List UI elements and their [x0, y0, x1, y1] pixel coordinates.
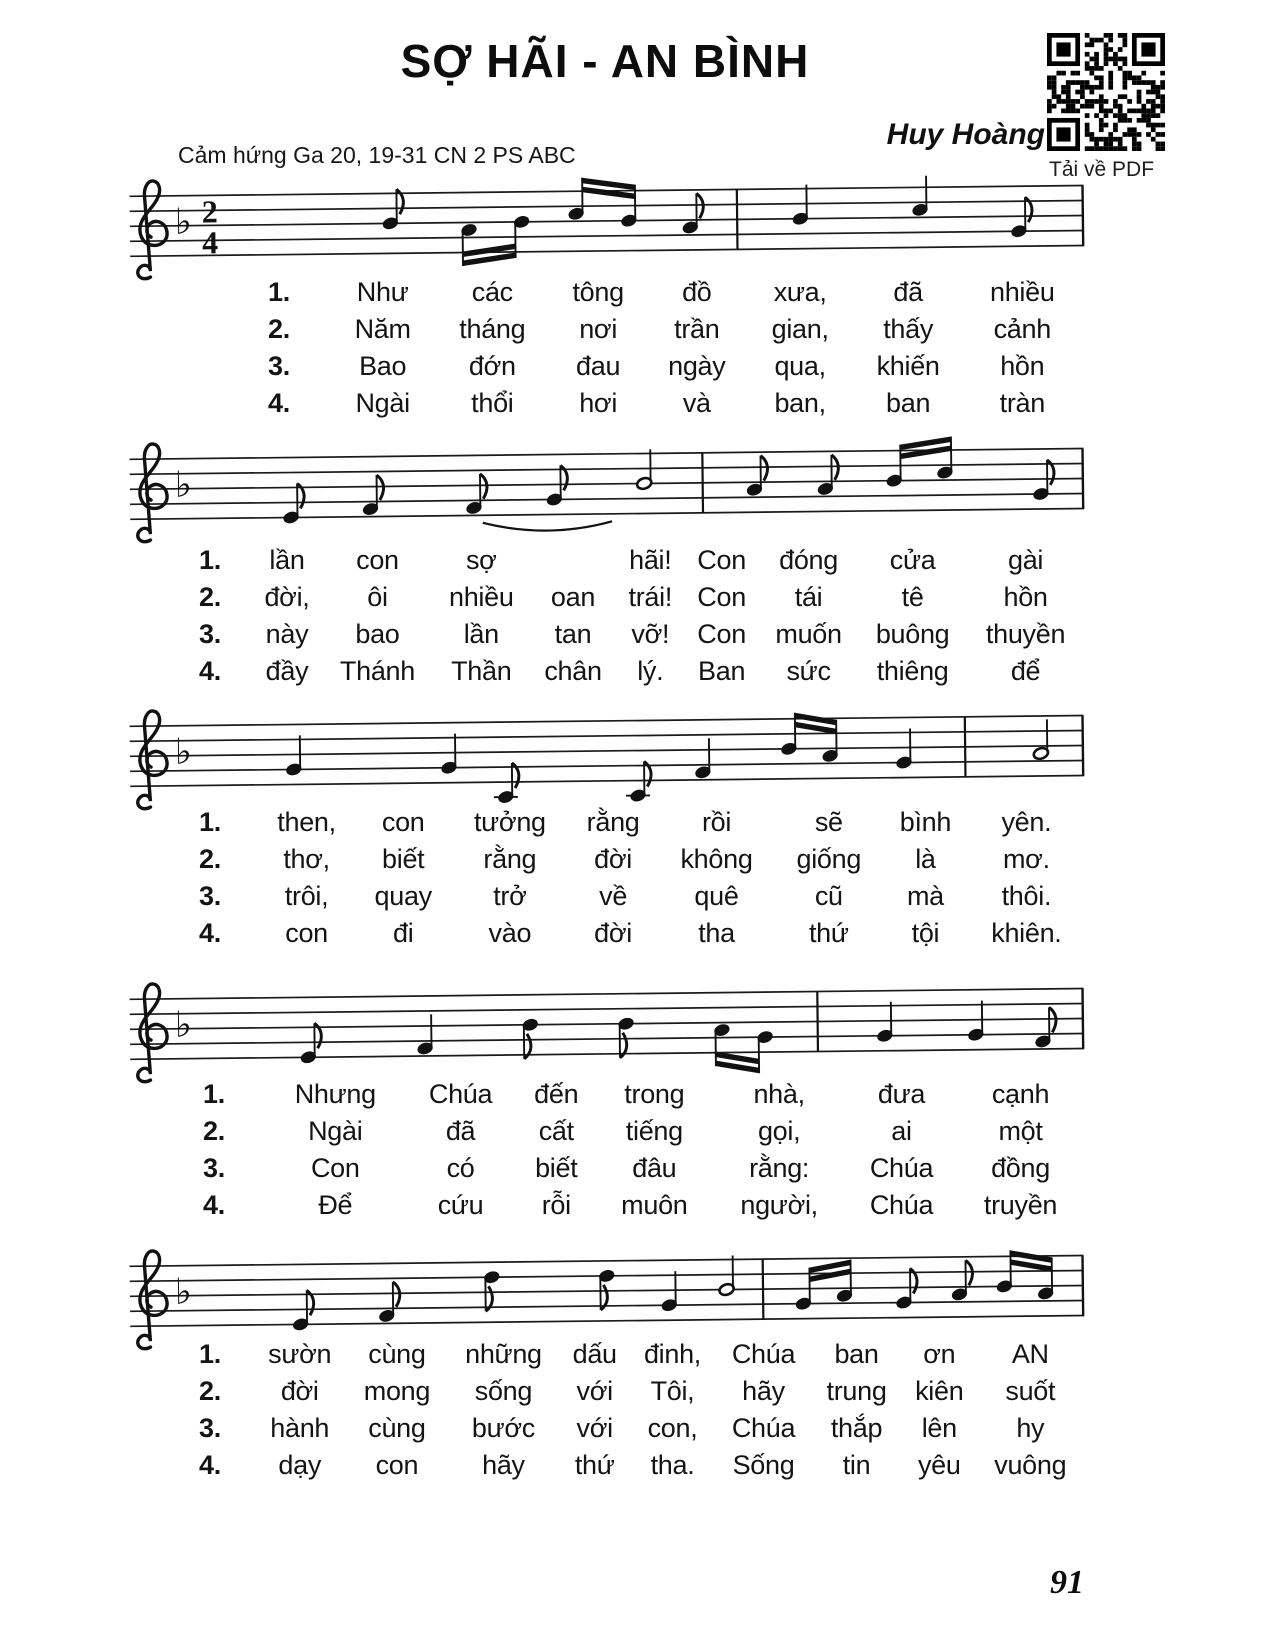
- lyric-word: thổi: [471, 388, 514, 418]
- lyric-word: giống: [796, 844, 862, 874]
- lyric-word: những: [465, 1339, 542, 1369]
- verse-number: 4.: [199, 918, 221, 948]
- lyric-word: thuyền: [985, 619, 1066, 649]
- page-number: 91: [1050, 1564, 1084, 1601]
- lyric-word: tội: [911, 918, 940, 948]
- lyric-word: Sống: [732, 1450, 795, 1480]
- lyric-word: có: [446, 1153, 475, 1183]
- lyric-word: rằng: [483, 844, 537, 874]
- lyric-word: tông: [572, 277, 624, 307]
- lyric-word: quay: [374, 881, 432, 911]
- lyric-word: đớn: [468, 351, 516, 381]
- lyric-word: vào: [488, 918, 532, 948]
- verse-row: [200, 1187, 1084, 1224]
- time-signature-top: 2: [201, 193, 218, 230]
- lyric-word: lý.: [637, 656, 664, 686]
- lyric-word: với: [576, 1376, 613, 1406]
- lyric-word: hồn: [1000, 351, 1045, 381]
- lyric-word: vuông: [994, 1450, 1067, 1480]
- verse-number: 4.: [199, 1450, 221, 1480]
- verse-number: 1.: [199, 545, 221, 575]
- verse-row: [265, 311, 1080, 348]
- lyric-word: Ban: [698, 656, 746, 686]
- verse-number: 1.: [268, 277, 290, 307]
- lyric-word: muốn: [775, 619, 842, 649]
- lyric-word: đời: [280, 1376, 319, 1406]
- lyric-word: hồn: [1003, 582, 1048, 612]
- verse-row: [196, 1373, 1084, 1410]
- verse-number: 2.: [199, 1376, 221, 1406]
- lyric-word: thứ: [574, 1450, 615, 1480]
- lyric-word: nhà,: [753, 1079, 805, 1109]
- lyric-word: con: [381, 807, 425, 837]
- time-signature-bottom: 4: [201, 224, 219, 261]
- lyric-word: đến: [534, 1079, 579, 1109]
- lyric-word: cứu: [437, 1190, 484, 1220]
- lyric-word: lần: [269, 545, 305, 575]
- lyric-word: tái: [794, 582, 823, 612]
- lyric-word: yên.: [1001, 807, 1052, 837]
- lyric-word: ngày: [668, 351, 726, 381]
- lyric-word: tràn: [999, 388, 1045, 418]
- lyric-word: rằng:: [749, 1153, 810, 1183]
- lyric-word: Chúa: [731, 1413, 796, 1443]
- lyric-word: gọi,: [757, 1116, 801, 1146]
- download-pdf-link[interactable]: Tải về PDF: [1049, 158, 1155, 181]
- lyric-word: người,: [740, 1190, 818, 1220]
- lyric-word: đời,: [264, 582, 310, 612]
- flat-sign-icon: ♭: [174, 731, 193, 773]
- lyric-word: trung: [826, 1376, 887, 1406]
- lyric-word: Chúa: [869, 1190, 934, 1220]
- lyric-word: kiên: [915, 1376, 964, 1406]
- lyric-word: biết: [535, 1153, 578, 1183]
- lyric-word: chân: [544, 656, 602, 686]
- lyric-word: vỡ!: [631, 619, 670, 649]
- lyric-word: nhiều: [990, 277, 1055, 307]
- lyric-word: đâu: [632, 1153, 677, 1183]
- lyric-word: Thần: [451, 656, 512, 686]
- flat-sign-icon: ♭: [174, 464, 193, 506]
- lyric-word: con: [356, 545, 399, 575]
- flat-sign-icon: ♭: [174, 1271, 193, 1313]
- lyric-word: sẽ: [814, 807, 843, 837]
- lyric-word: Để: [318, 1190, 353, 1220]
- lyric-word: đồng: [991, 1153, 1050, 1183]
- lyric-word: Chúa: [869, 1153, 934, 1183]
- lyric-word: ban: [834, 1339, 879, 1369]
- lyric-word: trở: [493, 881, 527, 911]
- lyric-word: Chúa: [428, 1079, 493, 1109]
- lyric-word: thứ: [808, 918, 849, 948]
- flat-sign-icon: ♭: [174, 201, 193, 243]
- verse-row: [196, 542, 1084, 579]
- lyric-word: hy: [1016, 1413, 1045, 1443]
- verse-number: 4.: [199, 656, 221, 686]
- verse-number: 2.: [199, 582, 221, 612]
- lyric-word: biết: [382, 844, 425, 874]
- lyric-word: con: [285, 918, 328, 948]
- verse-row: [265, 385, 1080, 422]
- lyric-word: không: [680, 844, 753, 874]
- lyric-word: tin: [842, 1450, 871, 1480]
- lyric-word: Con: [310, 1153, 360, 1183]
- lyric-word: buông: [875, 619, 950, 649]
- lyric-word: suốt: [1005, 1376, 1056, 1406]
- lyric-word: cảnh: [993, 314, 1051, 344]
- lyric-word: đời: [594, 918, 632, 948]
- lyric-word: then,: [277, 807, 336, 837]
- lyric-word: thiêng: [876, 656, 949, 686]
- verse-number: 3.: [268, 351, 290, 381]
- lyric-word: hãy: [742, 1376, 785, 1406]
- lyric-word: nhiều: [448, 582, 514, 612]
- verse-block-1: [265, 274, 1080, 422]
- verse-number: 3.: [199, 881, 221, 911]
- lyric-word: Con: [697, 545, 746, 575]
- lyric-word: đinh,: [643, 1339, 702, 1369]
- lyric-word: cạnh: [991, 1079, 1050, 1109]
- verse-row: [196, 616, 1084, 653]
- lyric-word: đau: [576, 351, 621, 381]
- lyric-word: thắp: [830, 1413, 883, 1443]
- lyric-word: trôi,: [284, 881, 329, 911]
- lyric-word: Như: [356, 277, 409, 307]
- lyric-word: với: [576, 1413, 613, 1443]
- lyric-word: quê: [694, 881, 739, 911]
- lyric-word: qua,: [774, 351, 826, 381]
- lyric-word: gian,: [771, 314, 829, 344]
- lyric-word: Ngài: [355, 388, 410, 418]
- verse-number: 3.: [199, 619, 221, 649]
- lyric-word: về: [599, 881, 628, 911]
- lyric-word: ai: [891, 1116, 912, 1146]
- lyric-word: tan: [554, 619, 592, 649]
- lyric-word: thấy: [883, 314, 934, 344]
- verse-row: [200, 1076, 1084, 1113]
- verse-row: [196, 878, 1084, 915]
- lyric-word: muôn: [621, 1190, 688, 1220]
- verse-number: 3.: [203, 1153, 225, 1183]
- lyric-word: đã: [445, 1116, 476, 1146]
- lyric-word: đưa: [877, 1079, 926, 1109]
- lyric-word: cũ: [814, 881, 843, 911]
- verse-row: [196, 804, 1084, 841]
- verse-row: [196, 653, 1084, 690]
- lyric-word: Con: [697, 619, 746, 649]
- lyric-word: thôi.: [1001, 881, 1052, 911]
- lyric-word: đời: [594, 844, 632, 874]
- lyric-word: con,: [647, 1413, 698, 1443]
- lyric-word: hãy: [482, 1450, 525, 1480]
- lyric-word: hãi!: [629, 545, 672, 575]
- lyric-word: để: [1010, 656, 1041, 686]
- verse-row: [196, 579, 1084, 616]
- lyric-word: một: [998, 1116, 1043, 1146]
- verse-number: 4.: [203, 1190, 225, 1220]
- lyric-word: ban,: [774, 388, 826, 418]
- lyric-word: sợ: [465, 545, 497, 575]
- verse-row: [196, 841, 1084, 878]
- lyric-word: sườn: [268, 1339, 332, 1369]
- lyric-word: cùng: [368, 1339, 426, 1369]
- verse-number: 3.: [199, 1413, 221, 1443]
- verse-block-2: [196, 542, 1084, 690]
- lyric-word: mà: [906, 881, 944, 911]
- lyric-word: Thánh: [339, 656, 415, 686]
- lyric-word: sức: [786, 656, 831, 686]
- song-inspiration: Cảm hứng Ga 20, 19-31 CN 2 PS ABC: [178, 142, 576, 168]
- lyric-word: bước: [471, 1413, 535, 1443]
- lyric-word: tưởng: [473, 807, 546, 837]
- lyric-word: là: [915, 844, 936, 874]
- lyric-word: tha: [698, 918, 735, 948]
- verse-number: 1.: [203, 1079, 225, 1109]
- verse-row: [196, 1410, 1084, 1447]
- lyric-word: tháng: [459, 314, 526, 344]
- lyric-word: trần: [674, 314, 720, 344]
- verse-number: 2.: [199, 844, 221, 874]
- lyric-word: đã: [893, 277, 923, 307]
- verse-block-4: [200, 1076, 1084, 1224]
- lyric-word: khiến: [876, 351, 940, 381]
- lyric-word: xưa,: [773, 277, 827, 307]
- lyric-word: nơi: [579, 314, 618, 344]
- composer-name: Huy Hoàng: [886, 118, 1045, 151]
- verse-number: 4.: [268, 388, 290, 418]
- lyric-word: Con: [697, 582, 746, 612]
- lyric-word: AN: [1011, 1339, 1049, 1369]
- lyric-word: gài: [1007, 545, 1044, 575]
- lyric-word: lần: [463, 619, 499, 649]
- lyric-word: mong: [363, 1376, 431, 1406]
- lyric-word: dạy: [278, 1450, 322, 1480]
- lyric-word: bình: [899, 807, 952, 837]
- lyric-word: Tôi,: [650, 1376, 695, 1406]
- lyric-word: này: [265, 619, 309, 649]
- lyric-word: khiên.: [991, 918, 1062, 948]
- verse-row: [196, 915, 1084, 952]
- lyric-word: đồ: [682, 277, 712, 307]
- verse-row: [200, 1113, 1084, 1150]
- lyric-word: và: [682, 388, 711, 418]
- lyric-word: lên: [921, 1413, 957, 1443]
- lyric-word: sống: [474, 1376, 533, 1406]
- lyric-word: trái!: [628, 582, 673, 612]
- lyric-word: ơn: [923, 1339, 956, 1369]
- lyric-word: các: [471, 277, 513, 307]
- lyric-word: oan: [550, 582, 596, 612]
- verse-number: 1.: [199, 1339, 221, 1369]
- lyric-word: [530, 542, 617, 579]
- verse-row: [196, 1447, 1084, 1484]
- lyric-word: thơ,: [283, 844, 330, 874]
- lyric-word: Bao: [359, 351, 407, 381]
- lyric-word: đi: [392, 918, 414, 948]
- lyric-word: tiếng: [625, 1116, 683, 1146]
- lyric-word: rồi: [701, 807, 732, 837]
- verse-number: 1.: [199, 807, 221, 837]
- verse-number: 2.: [268, 314, 290, 344]
- verse-row: [200, 1150, 1084, 1187]
- song-title: SỢ HÃI - AN BÌNH: [400, 35, 810, 87]
- lyric-word: trong: [624, 1079, 685, 1109]
- lyric-word: hơi: [579, 388, 618, 418]
- lyric-word: ôi: [367, 582, 388, 612]
- lyric-word: Chúa: [731, 1339, 796, 1369]
- lyric-word: tê: [901, 582, 924, 612]
- lyric-word: cửa: [889, 545, 936, 575]
- lyric-word: cất: [538, 1116, 574, 1146]
- lyric-word: ban: [886, 388, 931, 418]
- lyric-word: rằng: [586, 807, 640, 837]
- qr-code-image: [1047, 33, 1165, 151]
- lyric-word: bao: [355, 619, 400, 649]
- flat-sign-icon: ♭: [174, 1004, 193, 1046]
- lyric-word: đầy: [265, 656, 309, 686]
- verse-row: [196, 1336, 1084, 1373]
- lyric-word: con: [375, 1450, 419, 1480]
- verse-row: [265, 348, 1080, 385]
- lyric-word: Năm: [354, 314, 411, 344]
- verse-row: [265, 274, 1080, 311]
- lyric-word: đóng: [779, 545, 838, 575]
- lyric-word: Ngài: [308, 1116, 363, 1146]
- lyric-word: Nhưng: [294, 1079, 376, 1109]
- lyric-word: rỗi: [541, 1190, 571, 1220]
- verse-block-5: [196, 1336, 1084, 1484]
- qr-code: [1047, 33, 1165, 153]
- lyric-word: mơ.: [1002, 844, 1050, 874]
- lyric-word: truyền: [983, 1190, 1058, 1220]
- verse-block-3: [196, 804, 1084, 952]
- lyric-word: dấu: [572, 1339, 617, 1369]
- lyric-word: tha.: [650, 1450, 695, 1480]
- lyric-word: yêu: [917, 1450, 961, 1480]
- lyric-word: cùng: [368, 1413, 426, 1443]
- lyric-word: hành: [270, 1413, 330, 1443]
- verse-number: 2.: [203, 1116, 225, 1146]
